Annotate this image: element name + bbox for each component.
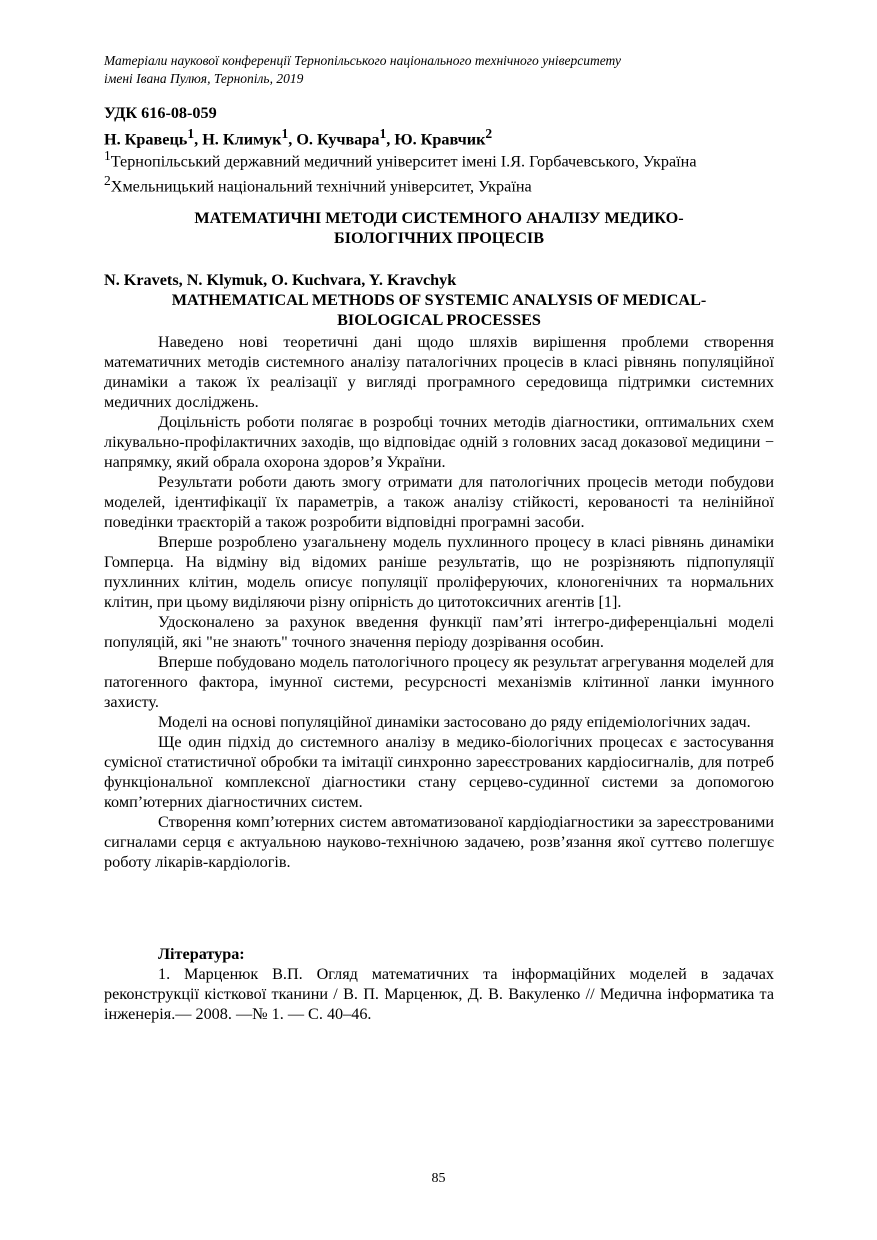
conference-header-line-1: Матеріали наукової конференції Тернопільського національного технічного університету — [104, 53, 621, 68]
conference-header — [104, 52, 784, 88]
title-en-line-1: MATHEMATICAL METHODS OF SYSTEMIC ANALYSIS OF MEDICAL- — [171, 291, 707, 309]
affiliation — [104, 171, 794, 196]
author-affiliation-mark: 1 — [281, 126, 289, 141]
title-ua-line-2: БІОЛОГІЧНИХ ПРОЦЕСІВ — [334, 229, 544, 247]
references-list — [104, 964, 774, 1024]
authors-en: N. Kravets, N. Klymuk, O. Kuchvara, Y. Kravchyk — [104, 271, 457, 289]
affiliation — [104, 146, 794, 171]
body-paragraph: Ще один підхід до системного аналізу в медико-біологічних процесах є застосування сумісної статистичної обробки та імітації синхронно зареєстрованих кардіосигналів, для потреб функціональної комплексної діагностики стану серцево-судинної системи за допомогою комп’ютерних діагностичних систем. — [104, 733, 774, 811]
body-paragraph: Вперше розроблено узагальнену модель пухлинного процесу в класі рівнянь динаміки Гомперца. На відміну від відомих раніше результатів, що не розрізняють підпопуляції пухлинних клітин, модель описує популяції проліферуючих, клоногенічних та нормальних клітин, при цьому виділяючи різну опірність до цитотоксичних агентів [1]. — [104, 533, 774, 611]
author-affiliation-mark: 1 — [187, 126, 195, 141]
title-en — [104, 290, 774, 330]
body-text — [104, 332, 774, 872]
body-paragraph: Доцільність роботи полягає в розробці точних методів діагностики, оптимальних схем лікувально-профілактичних заходів, що відповідає одній з головних засад доказової медицини − напрямку, який обрала охорона здоров’я України. — [104, 413, 774, 471]
reference-item: 1. Марценюк В.П. Огляд математичних та інформаційних моделей в задачах реконструкції кісткової тканини / В. П. Марценюк, Д. В. Вакуленко // Медична інформатика та інженерія.— 2008. —№ 1. — С. 40–46. — [104, 965, 774, 1023]
udk-code: УДК 616-08-059 — [104, 104, 217, 122]
conference-header-line-2: імені Івана Пулюя, Тернопіль, 2019 — [104, 71, 304, 86]
author-name: Ю. Кравчик — [394, 130, 486, 149]
author-name: О. Кучвара — [296, 130, 380, 149]
authors-ua: Н. Кравець$^1$, Н. Климук$^1$, О. Кучвара$^1$, Ю. Кравчик$^2$ — [104, 126, 493, 149]
body-paragraph: Моделі на основі популяційної динаміки застосовано до ряду епідеміологічних задач. — [158, 713, 751, 731]
author-affiliation-mark: 1 — [379, 126, 387, 141]
body-paragraph: Створення комп’ютерних систем автоматизованої кардіодіагностики за зареєстрованими сигналами серця є актуальною науково-технічною задачею, розв’язання якої суттєво полегшує роботу лікарів-кардіологів. — [104, 813, 774, 871]
author-affiliation-mark: 2 — [485, 126, 493, 141]
author-name: Н. Климук — [202, 130, 282, 149]
affiliation-text: Хмельницький національний технічний університет, Україна — [110, 177, 532, 196]
title-ua — [104, 208, 774, 248]
author-name: Н. Кравець — [104, 130, 188, 149]
affiliation-text: Тернопільський державний медичний університет імені І.Я. Горбачевського, Україна — [110, 152, 697, 171]
affiliations — [104, 146, 794, 197]
body-paragraph: Результати роботи дають змогу отримати для патологічних процесів методи побудови моделей, ідентифікації їх параметрів, а також аналізу стійкості, керованості та нелінійної поведінки траєкторій а також розробити відповідні програмні засоби. — [104, 473, 774, 531]
affiliation-mark: 1 — [104, 148, 111, 163]
page-number: 85 — [431, 1171, 446, 1186]
body-paragraph: Наведено нові теоретичні дані щодо шляхів вирішення проблеми створення математичних методів системного аналізу паталогічних процесів в класі рівнянь популяційної динаміки а також їх реалізації у вигляді програмного середовища підтримки системних медичних досліджень. — [104, 333, 774, 411]
title-ua-line-1: МАТЕМАТИЧНІ МЕТОДИ СИСТЕМНОГО АНАЛІЗУ МЕДИКО- — [194, 209, 684, 227]
references-heading: Література: — [158, 945, 245, 963]
body-paragraph: Удосконалено за рахунок введення функції пам’яті інтегро-диференціальні моделі популяцій, які "не знають" точного значення періоду дозрівання особин. — [104, 613, 774, 651]
title-en-line-2: BIOLOGICAL PROCESSES — [337, 311, 541, 329]
body-paragraph: Вперше побудовано модель патологічного процесу як результат агрегування моделей для патогенного фактора, імунної системи, ресурсності механізмів клітинної ланки імунного захисту. — [104, 653, 774, 711]
affiliation-mark: 2 — [104, 173, 111, 189]
